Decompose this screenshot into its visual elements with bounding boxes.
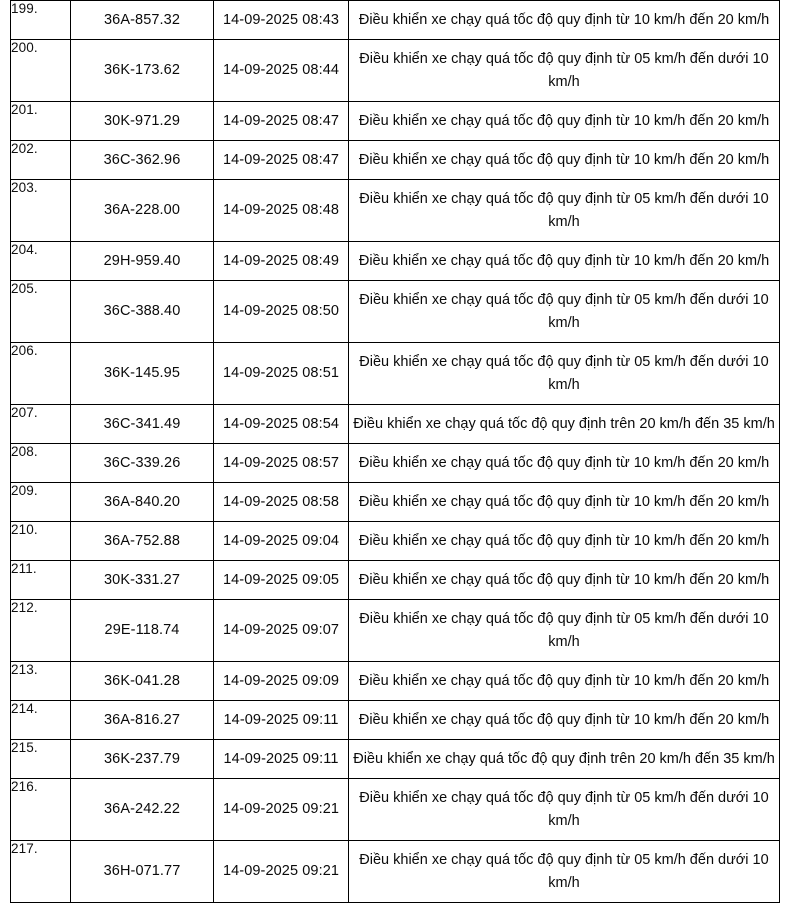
license-plate-cell: 36K-237.79: [71, 740, 214, 779]
table-row: [11, 483, 780, 522]
row-index-cell: 214.: [11, 701, 71, 740]
violation-description-cell: Điều khiển xe chạy quá tốc độ quy định từ 05 km/h đến dưới 10 km/h: [349, 40, 780, 102]
violation-table-body: [11, 1, 780, 903]
table-row: [11, 242, 780, 281]
license-plate-cell: 36C-388.40: [71, 281, 214, 343]
row-index-cell: 217.: [11, 841, 71, 903]
row-index-cell: 209.: [11, 483, 71, 522]
license-plate-cell: 36C-362.96: [71, 141, 214, 180]
table-row: [11, 701, 780, 740]
violation-time-cell: 14-09-2025 09:09: [214, 662, 349, 701]
table-row: [11, 561, 780, 600]
license-plate-cell: 29H-959.40: [71, 242, 214, 281]
license-plate-cell: 29E-118.74: [71, 600, 214, 662]
row-index-cell: 211.: [11, 561, 71, 600]
violation-description-cell: Điều khiển xe chạy quá tốc độ quy định từ 10 km/h đến 20 km/h: [349, 522, 780, 561]
row-index-cell: 199.: [11, 1, 71, 40]
table-row: [11, 522, 780, 561]
row-index-cell: 204.: [11, 242, 71, 281]
violation-description-cell: Điều khiển xe chạy quá tốc độ quy định từ 05 km/h đến dưới 10 km/h: [349, 343, 780, 405]
violation-description-cell: Điều khiển xe chạy quá tốc độ quy định từ 10 km/h đến 20 km/h: [349, 444, 780, 483]
license-plate-cell: 36A-752.88: [71, 522, 214, 561]
violation-description-cell: Điều khiển xe chạy quá tốc độ quy định từ 10 km/h đến 20 km/h: [349, 102, 780, 141]
license-plate-cell: 30K-331.27: [71, 561, 214, 600]
license-plate-cell: 30K-971.29: [71, 102, 214, 141]
table-row: [11, 779, 780, 841]
table-row: [11, 405, 780, 444]
violation-time-cell: 14-09-2025 08:44: [214, 40, 349, 102]
violation-time-cell: 14-09-2025 09:11: [214, 740, 349, 779]
violation-time-cell: 14-09-2025 08:50: [214, 281, 349, 343]
violation-time-cell: 14-09-2025 09:05: [214, 561, 349, 600]
violation-description-cell: Điều khiển xe chạy quá tốc độ quy định từ 10 km/h đến 20 km/h: [349, 662, 780, 701]
table-row: [11, 40, 780, 102]
violation-time-cell: 14-09-2025 08:57: [214, 444, 349, 483]
table-row: [11, 662, 780, 701]
row-index-cell: 212.: [11, 600, 71, 662]
violation-time-cell: 14-09-2025 08:43: [214, 1, 349, 40]
violation-description-cell: Điều khiển xe chạy quá tốc độ quy định từ 05 km/h đến dưới 10 km/h: [349, 779, 780, 841]
violation-description-cell: Điều khiển xe chạy quá tốc độ quy định từ 10 km/h đến 20 km/h: [349, 141, 780, 180]
table-row: [11, 444, 780, 483]
violation-time-cell: 14-09-2025 09:11: [214, 701, 349, 740]
row-index-cell: 207.: [11, 405, 71, 444]
violation-description-cell: Điều khiển xe chạy quá tốc độ quy định từ 05 km/h đến dưới 10 km/h: [349, 600, 780, 662]
table-row: [11, 740, 780, 779]
row-index-cell: 203.: [11, 180, 71, 242]
violation-time-cell: 14-09-2025 08:58: [214, 483, 349, 522]
table-row: [11, 102, 780, 141]
violation-description-cell: Điều khiển xe chạy quá tốc độ quy định trên 20 km/h đến 35 km/h: [349, 405, 780, 444]
license-plate-cell: 36H-071.77: [71, 841, 214, 903]
table-row: [11, 343, 780, 405]
row-index-cell: 202.: [11, 141, 71, 180]
row-index-cell: 206.: [11, 343, 71, 405]
violation-description-cell: Điều khiển xe chạy quá tốc độ quy định từ 05 km/h đến dưới 10 km/h: [349, 281, 780, 343]
table-row: [11, 141, 780, 180]
table-row: [11, 281, 780, 343]
row-index-cell: 200.: [11, 40, 71, 102]
violation-description-cell: Điều khiển xe chạy quá tốc độ quy định từ 10 km/h đến 20 km/h: [349, 242, 780, 281]
license-plate-cell: 36A-242.22: [71, 779, 214, 841]
violation-description-cell: Điều khiển xe chạy quá tốc độ quy định trên 20 km/h đến 35 km/h: [349, 740, 780, 779]
violation-table: [10, 0, 780, 903]
violation-time-cell: 14-09-2025 09:21: [214, 841, 349, 903]
violation-time-cell: 14-09-2025 09:07: [214, 600, 349, 662]
violation-time-cell: 14-09-2025 08:47: [214, 102, 349, 141]
violation-description-cell: Điều khiển xe chạy quá tốc độ quy định từ 05 km/h đến dưới 10 km/h: [349, 841, 780, 903]
license-plate-cell: 36A-228.00: [71, 180, 214, 242]
violation-time-cell: 14-09-2025 08:51: [214, 343, 349, 405]
violation-time-cell: 14-09-2025 08:49: [214, 242, 349, 281]
violation-time-cell: 14-09-2025 08:54: [214, 405, 349, 444]
row-index-cell: 208.: [11, 444, 71, 483]
license-plate-cell: 36A-840.20: [71, 483, 214, 522]
table-row: [11, 600, 780, 662]
row-index-cell: 205.: [11, 281, 71, 343]
license-plate-cell: 36K-041.28: [71, 662, 214, 701]
license-plate-cell: 36C-341.49: [71, 405, 214, 444]
violation-time-cell: 14-09-2025 09:04: [214, 522, 349, 561]
violation-description-cell: Điều khiển xe chạy quá tốc độ quy định từ 10 km/h đến 20 km/h: [349, 561, 780, 600]
row-index-cell: 216.: [11, 779, 71, 841]
table-row: [11, 1, 780, 40]
row-index-cell: 215.: [11, 740, 71, 779]
license-plate-cell: 36C-339.26: [71, 444, 214, 483]
violation-description-cell: Điều khiển xe chạy quá tốc độ quy định từ 10 km/h đến 20 km/h: [349, 701, 780, 740]
row-index-cell: 210.: [11, 522, 71, 561]
violation-time-cell: 14-09-2025 08:47: [214, 141, 349, 180]
table-row: [11, 841, 780, 903]
violation-time-cell: 14-09-2025 09:21: [214, 779, 349, 841]
violation-time-cell: 14-09-2025 08:48: [214, 180, 349, 242]
license-plate-cell: 36K-145.95: [71, 343, 214, 405]
row-index-cell: 201.: [11, 102, 71, 141]
license-plate-cell: 36A-816.27: [71, 701, 214, 740]
violation-description-cell: Điều khiển xe chạy quá tốc độ quy định từ 10 km/h đến 20 km/h: [349, 1, 780, 40]
row-index-cell: 213.: [11, 662, 71, 701]
table-row: [11, 180, 780, 242]
violation-description-cell: Điều khiển xe chạy quá tốc độ quy định từ 05 km/h đến dưới 10 km/h: [349, 180, 780, 242]
license-plate-cell: 36K-173.62: [71, 40, 214, 102]
violation-description-cell: Điều khiển xe chạy quá tốc độ quy định từ 10 km/h đến 20 km/h: [349, 483, 780, 522]
license-plate-cell: 36A-857.32: [71, 1, 214, 40]
